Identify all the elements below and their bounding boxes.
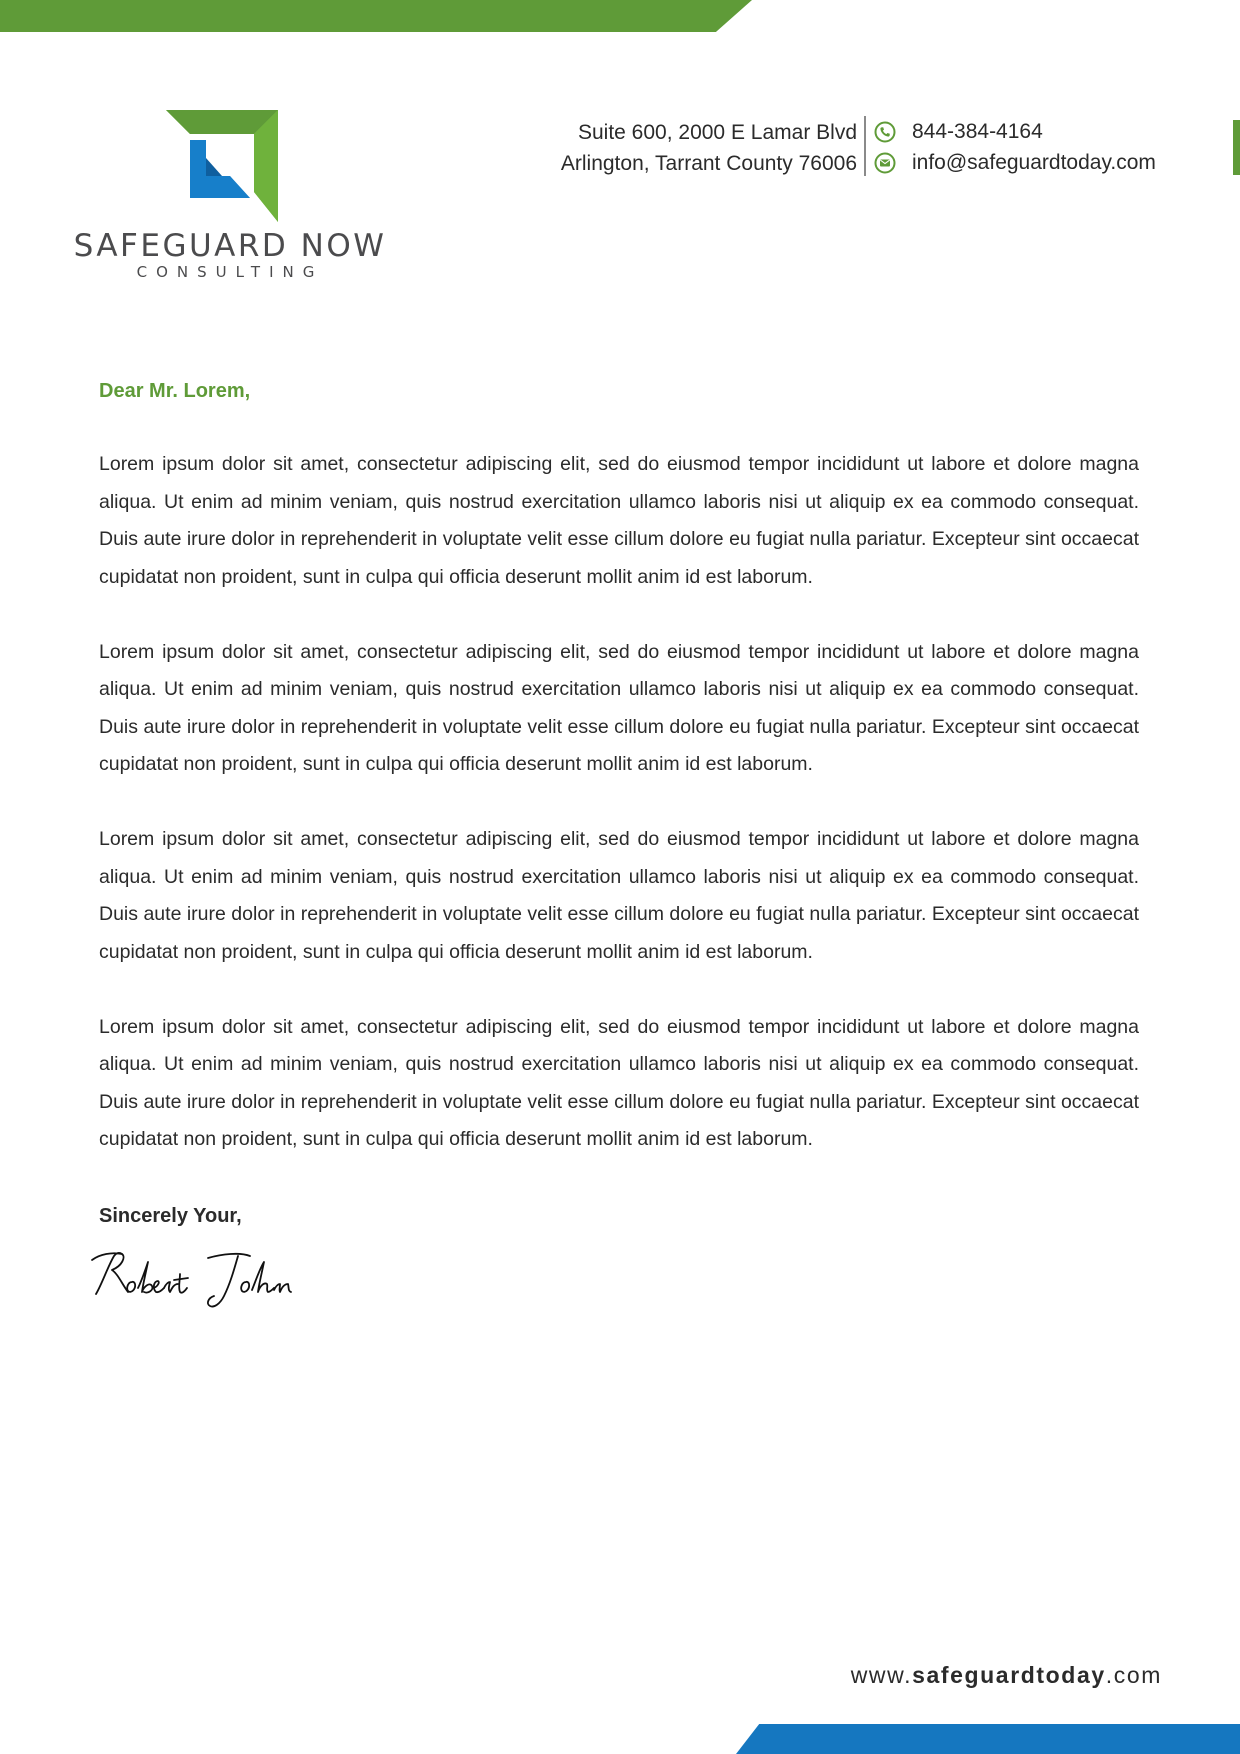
header-divider [864, 116, 866, 176]
body-paragraph: Lorem ipsum dolor sit amet, consectetur adipiscing elit, sed do eiusmod tempor incididunt ut labore et dolore magna aliqua. Ut enim ad minim veniam, quis nostrud exercitation ullamco laboris nisi ut aliquip ex ea commodo consequat. Duis aute irure dolor in reprehenderit in voluptate velit esse cillum dolore eu fugiat nulla pariatur. Excepteur sint occaecat cupidatat non proident, sunt in culpa qui officia deserunt mollit anim id est laborum. [99, 828, 1139, 963]
phone-row [874, 116, 1156, 147]
address-line-2: Arlington, Tarrant County 76006 [560, 152, 857, 175]
logo-company-subtitle: CONSULTING [136, 263, 324, 281]
letter-salutation: Dear Mr. Lorem, [99, 380, 251, 402]
company-address [561, 117, 857, 179]
contact-details [874, 116, 1156, 178]
email-row [874, 147, 1156, 178]
body-paragraph: Lorem ipsum dolor sit amet, consectetur adipiscing elit, sed do eiusmod tempor incididunt ut labore et dolore magna aliqua. Ut enim ad minim veniam, quis nostrud exercitation ullamco laboris nisi ut aliquip ex ea commodo consequat. Duis aute irure dolor in reprehenderit in voluptate velit esse cillum dolore eu fugiat nulla pariatur. Excepteur sint occaecat cupidatat non proident, sunt in culpa qui officia deserunt mollit anim id est laborum. [99, 640, 1139, 775]
address-line-1: Suite 600, 2000 E Lamar Blvd [577, 121, 857, 144]
letter-closing: Sincerely Your, [99, 1205, 242, 1227]
top-accent-band [0, 0, 752, 32]
handwritten-signature [88, 1244, 338, 1314]
phone-icon [874, 121, 896, 143]
website-prefix: www. [850, 1662, 913, 1688]
body-paragraph: Lorem ipsum dolor sit amet, consectetur adipiscing elit, sed do eiusmod tempor incididunt ut labore et dolore magna aliqua. Ut enim ad minim veniam, quis nostrud exercitation ullamco laboris nisi ut aliquip ex ea commodo consequat. Duis aute irure dolor in reprehenderit in voluptate velit esse cillum dolore eu fugiat nulla pariatur. Excepteur sint occaecat cupidatat non proident, sunt in culpa qui officia deserunt mollit anim id est laborum. [99, 453, 1139, 588]
phone-number[interactable]: 844-384-4164 [912, 120, 1043, 143]
website-suffix: .com [1105, 1662, 1162, 1688]
email-address[interactable]: info@safeguardtoday.com [912, 151, 1156, 174]
square-frame-logo-icon [166, 110, 278, 222]
bottom-accent-band [736, 1724, 1240, 1754]
logo-company-name: SAFEGUARD NOW [73, 228, 387, 264]
right-accent-tab [1233, 120, 1240, 175]
website-domain: safeguardtoday [912, 1662, 1106, 1688]
company-website[interactable] [851, 1660, 1162, 1690]
body-paragraph: Lorem ipsum dolor sit amet, consectetur adipiscing elit, sed do eiusmod tempor incididunt ut labore et dolore magna aliqua. Ut enim ad minim veniam, quis nostrud exercitation ullamco laboris nisi ut aliquip ex ea commodo consequat. Duis aute irure dolor in reprehenderit in voluptate velit esse cillum dolore eu fugiat nulla pariatur. Excepteur sint occaecat cupidatat non proident, sunt in culpa qui officia deserunt mollit anim id est laborum. [99, 1015, 1139, 1150]
email-icon [874, 152, 896, 174]
letter-body [99, 446, 1139, 1196]
